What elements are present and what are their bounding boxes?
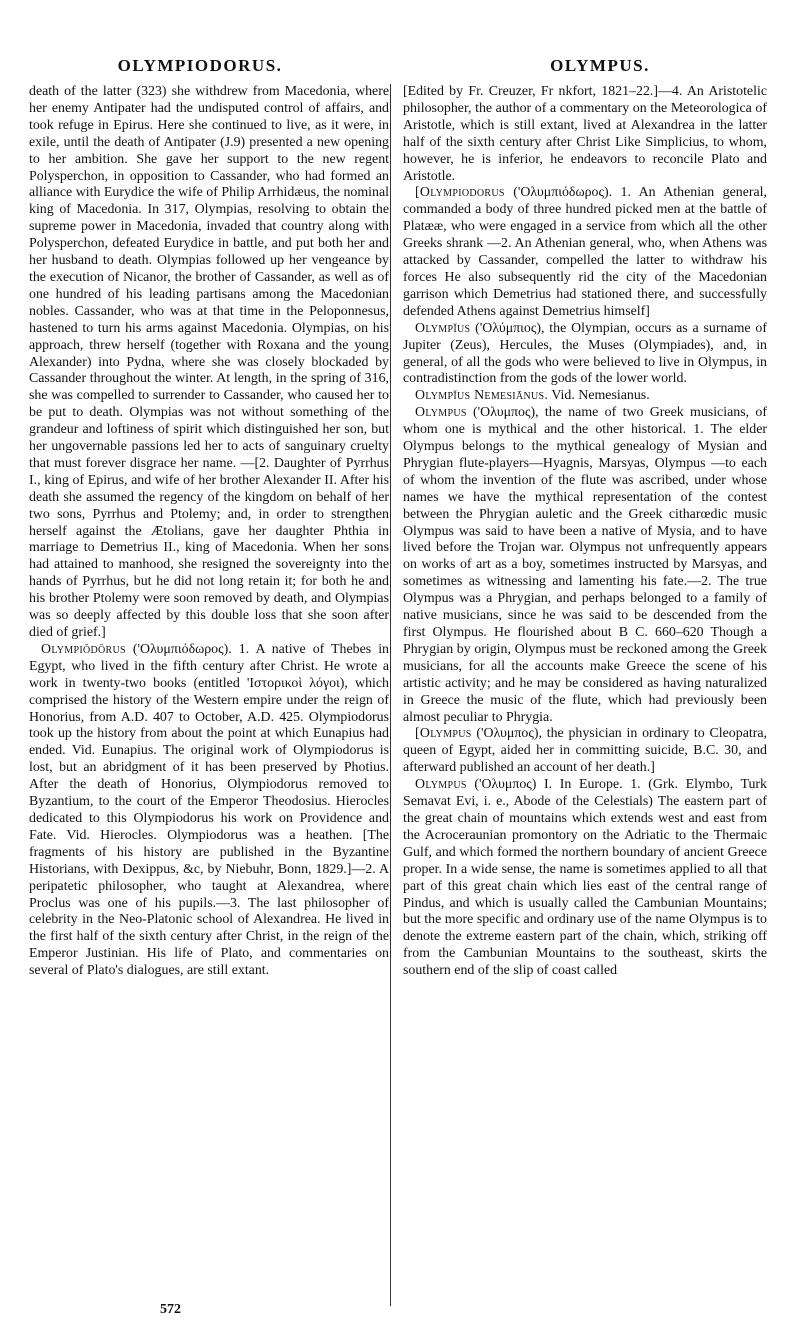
entry-headword: Olympĭus (415, 320, 471, 336)
dictionary-entry (403, 405, 767, 726)
dictionary-entry (403, 185, 767, 320)
column-divider (390, 84, 391, 1306)
entry-headword: Olympĭus Nemesiānus. (415, 388, 549, 404)
entry-headword: [Olympiodorus (415, 185, 505, 201)
running-head-right: OLYMPUS. (550, 56, 650, 75)
running-head-left: OLYMPIODORUS. (117, 56, 283, 75)
entry-text: [Edited by Fr. Creuzer, Fr nkfort, 1821–22.]—4. An Aristotelic philosopher, the author of a commentary on the Meteorologica of Aristotle, which is still extant, lived at Alexandrea in the latter half of the sixth century after Christ Like Simplicius, to whom, however, he is inferior, he endeavors to reconcile Plato and Aristotle. (403, 84, 767, 184)
entry-continuation (29, 84, 389, 642)
dictionary-entry (403, 321, 767, 389)
entry-text: Vid. Nemesianus. (548, 388, 650, 404)
entry-headword: Olympus (415, 777, 467, 793)
entry-continuation (403, 84, 767, 185)
entry-headword: [Olympus (415, 726, 472, 742)
right-column (403, 84, 767, 1310)
dictionary-entry (403, 777, 767, 980)
entry-text: death of the latter (323) she withdrew from Macedonia, where her enemy Antipater had the undisputed control of affairs, and took refuge in Epirus. Here she continued to live, as it were, in exile, until the death of Antipater (J.9) presented a new opening to her ambition. She gave her support to the new regent Polysperchon, in opposition to Cassander, who had formed an alliance with Eurydice the wife of Philip Arrhidæus, the nominal king of Macedonia. In 317, Olympias, resolving to obtain the supreme power in Macedonia, invaded that country along with Polysperchon, defeated Eurydice in battle, and put both her and her husband to death. Olympias followed up her vengeance by the execution of Nicanor, the brother of Cassander, as well as of one hundred of his leading partisans among the Macedonian nobles. Cassander, who was at that time in the Peloponnesus, hastened to turn his arms against Macedonia. Olympias, on his approach, threw herself (together with Roxana and the young Alexander) into Pydna, where she was closely blockaded by Cassander throughout the winter. At length, in the spring of 316, she was compelled to surrender to Cassander, who caused her to be put to death. Olympias was not without something of the grandeur and loftiness of spirit which distinguished her son, but her ungovernable passions led her to acts of sanguinary cruelty that must forever disgrace her name. —[2. Daughter of Pyrrhus I., king of Epirus, and wife of her brother Alexander II. After his death she assumed the regency of the kingdom on behalf of her two sons, Pyrrhus and Ptolemy; and, in order to strengthen herself against the Ætolians, gave her daughter Phthia in marriage to Demetrius II., king of Macedonia. When her sons had attained to manhood, she resigned the sovereignty into the hands of Pyrrhus, but he did not long retain it; for both he and his brother Ptolemy were soon removed by death, and Olympias was so deeply affected by this double loss that she soon after died of grief.] (29, 84, 389, 640)
dictionary-entry (403, 388, 767, 405)
entry-text: ('Ολυμπος), the name of two Greek musicians, of whom one is mythical and the other historical. 1. The elder Olympus belongs to the mythical genealogy of Mysian and Phrygian flute-players—Hyagnis, Marsyas, Olympus —to each of whom the invention of the flute was ascribed, under whose names we have the mythical representation of the contest between the Phrygian auletic and the Greek citharœdic music Olympus was said to have been a native of Mysia, and to have lived before the Trojan war. Olympus not unfrequently appears on works of art as a boy, sometimes instructed by Marsyas, and sometimes as witnessing and lamenting his fate.—2. The true Olympus was a Phrygian, and perhaps belonged to a family of native musicians, since he was said to be descended from the first Olympus. He flourished about B C. 660–620 Though a Phrygian by origin, Olympus must be reckoned among the Greek musicians, for all the accounts make Greece the scene of his artistic activity; and he may be considered as having naturalized in Greece the music of the flute, which had previously been almost peculiar to Phrygia. (403, 405, 767, 725)
left-column (29, 84, 389, 1310)
entry-text: ('Ολυμπος), the physician in ordinary to Cleopatra, queen of Egypt, aided her in committing suicide, B.C. 30, and afterward published an account of her death.] (403, 726, 767, 776)
page-number: 572 (160, 1302, 181, 1317)
dictionary-entry (29, 642, 389, 980)
dictionary-entry (403, 726, 767, 777)
entry-text: ('Ολύμπιος), the Olympian, occurs as a surname of Jupiter (Zeus), Hercules, the Muses (Olympiades), and, in general, of all the gods who were believed to live in Olympus, in contradistinction from the gods of the lower world. (403, 320, 767, 387)
entry-text: ('Ολυμπος) I. In Europe. 1. (Grk. Elymbo, Turk Semavat Evi, i. e., Abode of the Celestials) The eastern part of the great chain of mountains which extends west and east from the Acroceraunian promontory on the Adriatic to the Thermaic Gulf, and which formed the northern boundary of ancient Greece proper. In a wide sense, the name is sometimes applied to all that part of this great chain which lies east of the central range of Pindus, and which is usually called the Cambunian Mountains; but the more specific and ordinary use of the name Olympus is to denote the extreme eastern part of the chain, which, striking off from the Cambunian Mountains to the southeast, skirts the southern end of the slip of coast called (403, 777, 767, 979)
entry-text: ('Ολυμπιόδωρος). 1. An Athenian general, commanded a body of three hundred picked men at the battle of Platææ, who were engaged in a service from which all the other Greeks shrank —2. An Athenian general, who, when Athens was attacked by Cassander, compelled the latter to withdraw his forces He also subsequently rid the city of the Macedonian garrison which Demetrius had stationed there, and successfully defended Athens against Demetrius himself] (403, 185, 767, 319)
entry-text: ('Ολυμπιόδωρος). 1. A native of Thebes in Egypt, who lived in the fifth century after Christ. He wrote a work in twenty-two books (entitled 'Ιστορικοὶ λόγοι), which comprised the history of the Western empire under the reign of Honorius, from A.D. 407 to October, A.D. 425. Olympiodorus took up the history from about the point at which Eunapius had ended. Vid. Eunapius. The original work of Olympiodorus is lost, but an abridgment of it has been preserved by Photius. After the death of Honorius, Olympiodorus removed to Byzantium, to the court of the Emperor Theodosius. Hierocles dedicated to this Olympiodorus his work on Providence and Fate. Vid. Hierocles. Olympiodorus was a heathen. [The fragments of his history are published in the Byzantine Historians, with Dexippus, &c, by Niebuhr, Bonn, 1829.]—2. A peripatetic philosopher, who taught at Alexandrea, where Proclus was one of his pupils.—3. The last philosopher of celebrity in the Neo-Platonic school of Alexandrea. He lived in the first half of the sixth century after Christ, in the reign of the Emperor Justinian. His life of Plato, and commentaries on several of Plato's dialogues, are still extant. (29, 641, 389, 979)
entry-headword: Olympiŏdōrus (41, 641, 126, 657)
entry-headword: Olympus (415, 405, 467, 421)
